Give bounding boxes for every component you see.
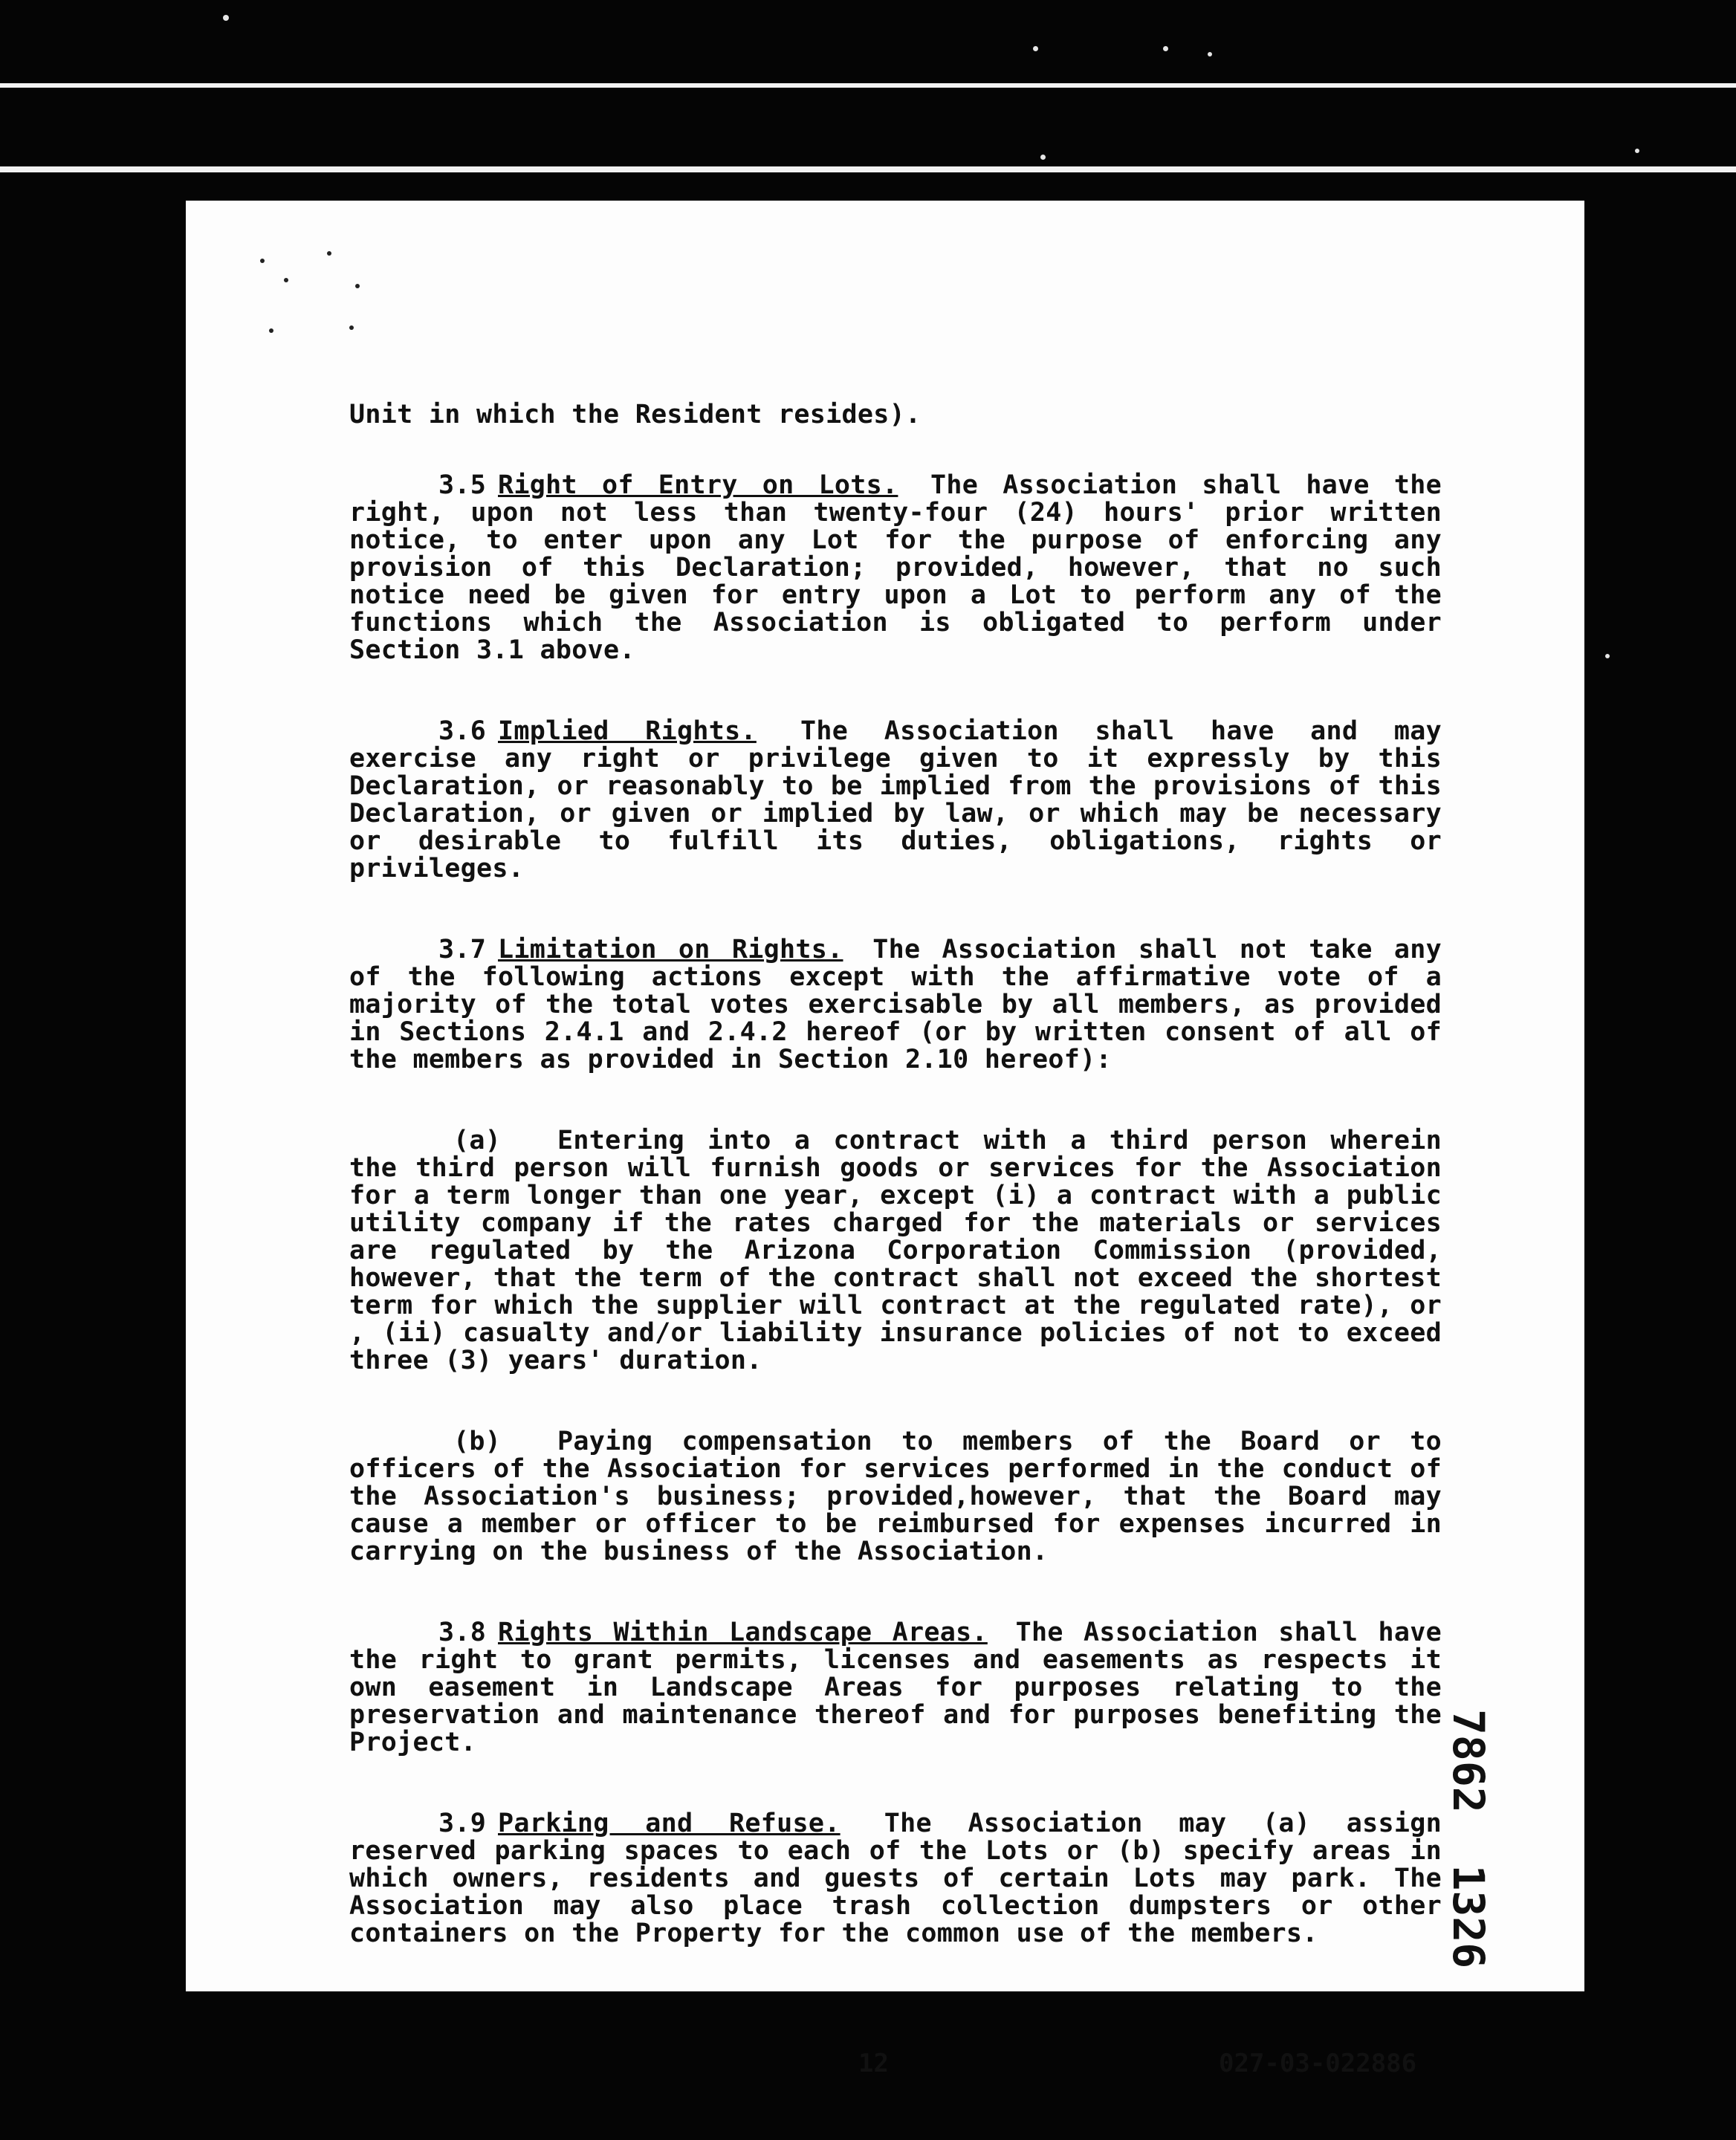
- scan-speck: [1163, 46, 1168, 51]
- section-3-7: [349, 936, 1442, 1074]
- scan-speck: [1605, 654, 1610, 658]
- section-heading: Parking and Refuse.: [498, 1809, 841, 1838]
- page-speck: [269, 328, 273, 333]
- page-number: 12: [858, 2049, 889, 2078]
- lead-in-line: [349, 401, 1442, 429]
- section-heading: Implied Rights.: [498, 716, 757, 746]
- page-speck: [355, 284, 360, 288]
- subsection-b: [349, 1428, 1442, 1566]
- section-text: The Association may (a) assign reserved parking spaces to each of the Lots or (b) specify areas in which owners, residents and guests of certain Lots may park. The Association may also place trash collection dumpsters or other containers on the Property for the common use of the members.: [349, 1809, 1442, 1948]
- section-number: 3.6: [438, 716, 487, 746]
- section-number: 3.9: [438, 1809, 487, 1838]
- page-speck: [260, 259, 265, 263]
- section-text: The Association shall not take any of the following actions except with the affirmative vote of a majority of the total votes exercisable by all members, as provided in Sections 2.4.1 and 2.4.2 hereof (or by written consent of all of the members as provided in Section 2.10 hereof):: [349, 935, 1442, 1074]
- scan-speck: [1033, 46, 1038, 51]
- scan-speck: [223, 15, 229, 21]
- subsection-label: (b): [453, 1427, 502, 1456]
- section-text: The Association shall have and may exercise any right or privilege given to it expressly by this Declaration, or reasonably to be implied from the provisions of this Declaration, or given or implied by law, or which may be necessary or desirable to fulfill its duties, obligations, rights or privileges.: [349, 716, 1442, 883]
- section-number: 3.5: [438, 470, 487, 500]
- page-speck: [349, 325, 354, 330]
- section-number: 3.8: [438, 1618, 487, 1647]
- scan-speck: [1040, 155, 1046, 160]
- section-3-5: [349, 472, 1442, 664]
- section-text: The Association shall have the right, upon not less than twenty-four (24) hours' prior written notice, to enter upon any Lot for the purpose of enforcing any provision of this Declaration; provided, however, that no such notice need be given for entry upon a Lot to perform any of the functions which the Association is obligated to perform under Section 3.1 above.: [349, 470, 1442, 665]
- subsection-a: [349, 1127, 1442, 1375]
- scan-edge-line-top: [0, 83, 1736, 88]
- section-heading: Limitation on Rights.: [498, 935, 843, 964]
- page-speck: [284, 278, 288, 282]
- scan-speck: [1208, 52, 1212, 56]
- document-page: [186, 201, 1584, 2078]
- document-number: 027-03-022886: [1219, 2049, 1417, 2078]
- section-3-9: [349, 1810, 1442, 1948]
- page-speck: [327, 251, 331, 256]
- subsection-label: (a): [453, 1126, 502, 1155]
- section-text: The Association shall have the right to grant permits, licenses and easements as respects it own easement in Landscape Areas for purposes relating to the preservation and maintenance thereof and for purposes benefiting the Project.: [349, 1618, 1442, 1757]
- lead-in-text: Unit in which the Resident resides).: [349, 400, 922, 429]
- subsection-text: Entering into a contract with a third person wherein the third person will furnish goods or services for the Association for a term longer than one year, except (i) a contract with a public utility company if the rates charged for the materials or services are regulated by the Arizona Corporation Commission (provided, however, that the term of the contract shall not exceed the shortest term for which the supplier will contract at the regulated rate), or , (ii) casualty and/or liability insurance policies of not to exceed three (3) years' duration.: [349, 1126, 1442, 1375]
- section-3-6: [349, 718, 1442, 883]
- document-body: [349, 401, 1442, 2001]
- section-number: 3.7: [438, 935, 487, 964]
- margin-stamp: 7862 1326: [1443, 1709, 1494, 1969]
- section-heading: Right of Entry on Lots.: [498, 470, 898, 500]
- subsection-text: Paying compensation to members of the Board or to officers of the Association for services performed in the conduct of the Association's business; provided,however, that the Board may cause a member or officer to be reimbursed for expenses incurred in carrying on the business of the Association.: [349, 1427, 1442, 1566]
- scan-speck: [1635, 149, 1639, 153]
- section-3-8: [349, 1619, 1442, 1757]
- scan-edge-line-lower: [0, 166, 1736, 172]
- section-heading: Rights Within Landscape Areas.: [498, 1618, 988, 1647]
